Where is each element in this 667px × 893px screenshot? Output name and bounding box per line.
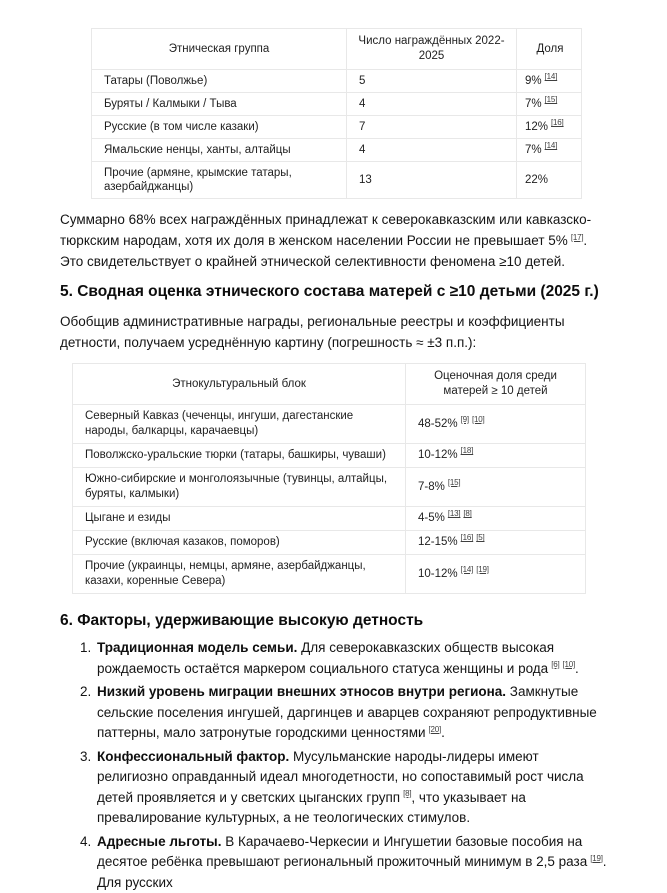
factor-item-3: 3. Конфессиональный фактор. Мусульманские народы-лидеры имеют религиозно оправданный идеал многодетности, но сопоставимый рост числа детей проявляется и у светских цыганских групп [8], что указывает на превалирование культурных, а не теологических стимулов.	[95, 747, 607, 829]
footnote-ref-8[interactable]: [8]	[403, 789, 412, 799]
section6-heading: 6. Факторы, удерживающие высокую детность	[60, 612, 424, 630]
column-header: Число награждённых 2022-2025	[347, 29, 517, 70]
share-cell: 22%	[517, 162, 582, 199]
footnote-ref-15[interactable]: [15]	[447, 477, 461, 487]
footnote-ref-8[interactable]: [8]	[463, 509, 472, 519]
column-header: Оценочная доля среди матерей ≥ 10 детей	[406, 364, 586, 405]
column-header: Этнокультуральный блок	[73, 364, 406, 405]
footnote-ref-5[interactable]: [5]	[476, 533, 485, 543]
footnote-ref-15[interactable]: [15]	[544, 95, 558, 105]
ethnic-block-cell: Цыгане и езиды	[73, 507, 406, 531]
column-header: Доля	[517, 29, 582, 70]
count-cell: 13	[347, 162, 517, 199]
footnote-ref-19[interactable]: [19]	[590, 853, 603, 863]
footnote-ref-6[interactable]: [6]	[551, 660, 560, 670]
ethnic-group-cell: Прочие (армяне, крымские татары, азербайджанцы)	[92, 162, 347, 199]
share-cell: 48-52% [9] [10]	[406, 405, 586, 444]
column-header: Этническая группа	[92, 29, 347, 70]
share-cell: 7-8% [15]	[406, 468, 586, 507]
factors-list	[60, 638, 607, 893]
footnote-ref-9[interactable]: [9]	[460, 414, 469, 424]
footnote-ref-16[interactable]: [16]	[551, 118, 564, 128]
share-cell: 4-5% [13] [8]	[406, 507, 586, 531]
footnote-ref-17[interactable]: [17]	[570, 232, 584, 242]
table-header-row	[73, 364, 586, 405]
count-cell: 5	[347, 70, 517, 93]
ethnic-block-cell: Южно-сибирские и монголоязычные (тувинцы, алтайцы, буряты, калмыки)	[73, 468, 406, 507]
table-row	[92, 139, 582, 162]
share-cell: 12% [16]	[517, 116, 582, 139]
table-row	[92, 116, 582, 139]
awards-by-ethnic-group-table	[91, 28, 582, 199]
ethnic-block-cell: Прочие (украинцы, немцы, армяне, азербайджанцы, казахи, коренные Севера)	[73, 555, 406, 594]
share-cell: 9% [14]	[517, 70, 582, 93]
count-cell: 4	[347, 139, 517, 162]
table-row	[92, 93, 582, 116]
ethnic-group-cell: Русские (в том числе казаки)	[92, 116, 347, 139]
share-cell: 10-12% [18]	[406, 444, 586, 468]
share-cell: 7% [15]	[517, 93, 582, 116]
table-row	[73, 444, 586, 468]
ethnic-block-cell: Русские (включая казаков, поморов)	[73, 531, 406, 555]
table-row	[92, 162, 582, 199]
table-row	[73, 405, 586, 444]
count-cell: 7	[347, 116, 517, 139]
count-cell: 4	[347, 93, 517, 116]
section5-intro-paragraph: Обобщив административные награды, региональные реестры и коэффициенты детности, получаем усреднённую картину (погрешность ≈ ±3 п.п.):	[60, 313, 565, 350]
table-row	[73, 468, 586, 507]
factor-lead: Традиционная модель семьи.	[97, 640, 298, 656]
footnote-ref-10[interactable]: [10]	[562, 660, 576, 670]
footnote-ref-20[interactable]: [20]	[428, 724, 442, 734]
summary-paragraph: Суммарно 68% всех награждённых принадлежат к северокавказским или кавказско-тюркским народам, хотя их доля в женском населении России не превышает 5% [17]. Это свидетельствует о крайней этнической селективности феномена ≥10 детей.	[60, 212, 592, 270]
table-row	[73, 531, 586, 555]
footnote-ref-16[interactable]: [16]	[460, 533, 474, 543]
table-header-row	[92, 29, 582, 70]
footnote-ref-10[interactable]: [10]	[471, 414, 485, 424]
table-row	[92, 70, 582, 93]
table-row	[73, 507, 586, 531]
ethnic-group-cell: Ямальские ненцы, ханты, алтайцы	[92, 139, 347, 162]
share-cell: 7% [14]	[517, 139, 582, 162]
section5-heading: 5. Сводная оценка этнического состава матерей с ≥10 детьми (2025 г.)	[60, 282, 599, 300]
factor-item-2: 2. Низкий уровень миграции внешних этносов внутри региона. Замкнутые сельские поселения ингушей, даргинцев и аварцев сохраняют репродуктивные паттерны, мало затронутые городскими ценностями [20].	[95, 682, 607, 744]
factor-lead: Низкий уровень миграции внешних этносов внутри региона.	[97, 684, 507, 700]
footnote-ref-14[interactable]: [14]	[544, 72, 558, 82]
share-cell: 12-15% [16] [5]	[406, 531, 586, 555]
factor-lead: Конфессиональный фактор.	[97, 748, 290, 764]
ethnic-share-estimate-table	[72, 363, 586, 594]
share-cell: 10-12% [14] [19]	[406, 555, 586, 594]
footnote-ref-14[interactable]: [14]	[544, 141, 558, 151]
factor-lead: Адресные льготы.	[97, 833, 222, 849]
footnote-ref-13[interactable]: [13]	[447, 509, 461, 519]
table-row	[73, 555, 586, 594]
factor-item-1: 1. Традиционная модель семьи. Для северокавказских обществ высокая рождаемость остаётся маркером социального статуса женщины и рода [6] [10].	[95, 638, 607, 679]
ethnic-group-cell: Буряты / Калмыки / Тыва	[92, 93, 347, 116]
factor-item-4: 4. Адресные льготы. В Карачаево-Черкесии и Ингушетии базовые пособия на десятое ребёнка превышают региональный прожиточный минимум в 2,5 раза [19]. Для русских	[95, 832, 607, 893]
footnote-ref-19[interactable]: [19]	[476, 564, 489, 574]
footnote-ref-14[interactable]: [14]	[460, 564, 474, 574]
footnote-ref-18[interactable]: [18]	[460, 446, 474, 456]
ethnic-block-cell: Поволжско-уральские тюрки (татары, башкиры, чуваши)	[73, 444, 406, 468]
ethnic-group-cell: Татары (Поволжье)	[92, 70, 347, 93]
ethnic-block-cell: Северный Кавказ (чеченцы, ингуши, дагестанские народы, балкарцы, карачаевцы)	[73, 405, 406, 444]
